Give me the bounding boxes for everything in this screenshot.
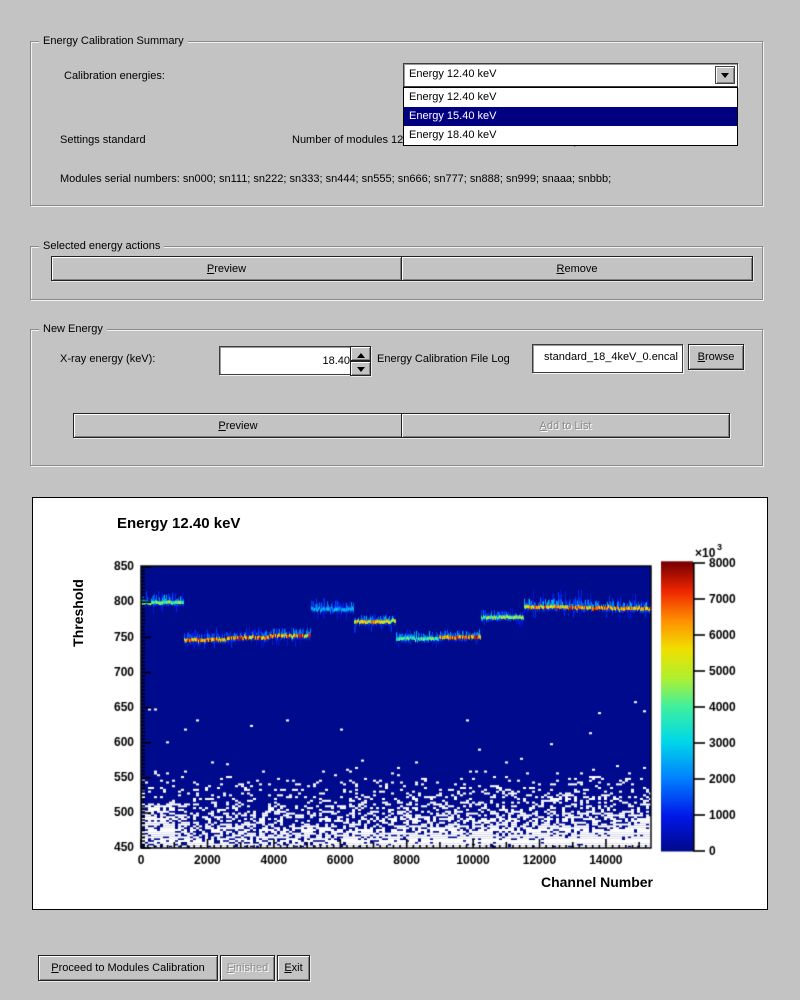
combobox-dropdown-list (403, 87, 738, 146)
file-log-input[interactable] (532, 344, 683, 373)
browse-button[interactable]: B rowse (688, 344, 744, 370)
remove-button[interactable]: R emove (401, 256, 753, 281)
combobox-dropdown-button[interactable] (715, 66, 735, 84)
selected-preview-button[interactable]: P review (51, 256, 402, 281)
y-axis-title: Threshold (70, 579, 86, 647)
x-axis-title: Channel Number (540, 874, 653, 890)
add-to-list-button[interactable]: A dd to List (401, 413, 730, 438)
settings-label: Settings standard (60, 134, 146, 146)
arrow-up-icon (357, 349, 365, 358)
finished-button[interactable]: F inished (220, 955, 275, 981)
combo-option-18-40[interactable]: Energy 18.40 keV (409, 129, 497, 141)
combobox-value: Energy 12.40 keV (409, 68, 497, 80)
plot-canvas-area (32, 497, 768, 910)
selected-energy-actions-groupbox (30, 240, 763, 300)
spin-up-button[interactable] (350, 346, 371, 361)
combo-option-15-40-highlighted[interactable]: Energy 15.40 keV (404, 107, 737, 126)
new-energy-groupbox (30, 323, 763, 466)
calibration-energies-label: Calibration energies: (64, 70, 165, 82)
xray-energy-spinbox[interactable] (219, 346, 357, 375)
spin-down-button[interactable] (350, 361, 371, 376)
modules-count-label: Number of modules 12 (292, 134, 404, 146)
file-log-value: standard_18_4keV_0.encal (544, 351, 678, 363)
module-serials-label: Modules serial numbers: sn000; sn111; sn222; sn333; sn444; sn555; sn666; sn777; sn888; sn999; snaaa; snbbb; (60, 173, 612, 185)
plot-title: Energy 12.40 keV (117, 515, 241, 532)
summary-group-title: Energy Calibration Summary (39, 35, 188, 47)
combo-option-12-40[interactable]: Energy 12.40 keV (409, 91, 497, 103)
exit-button[interactable]: E xit (277, 955, 310, 981)
proceed-to-modules-calibration-button[interactable]: P roceed to Modules Calibration (38, 955, 218, 981)
calibration-heatmap (33, 498, 767, 909)
file-log-label: Energy Calibration File Log (377, 353, 510, 365)
arrow-down-icon (357, 367, 365, 376)
calibration-energy-combobox[interactable] (403, 63, 738, 87)
summary-groupbox (30, 35, 763, 206)
new-energy-group-title: New Energy (39, 323, 107, 335)
selected-energy-group-title: Selected energy actions (39, 240, 164, 252)
new-energy-preview-button[interactable]: P review (73, 413, 403, 438)
chevron-down-icon (721, 73, 729, 82)
xray-energy-label: X-ray energy (keV): (60, 353, 156, 365)
